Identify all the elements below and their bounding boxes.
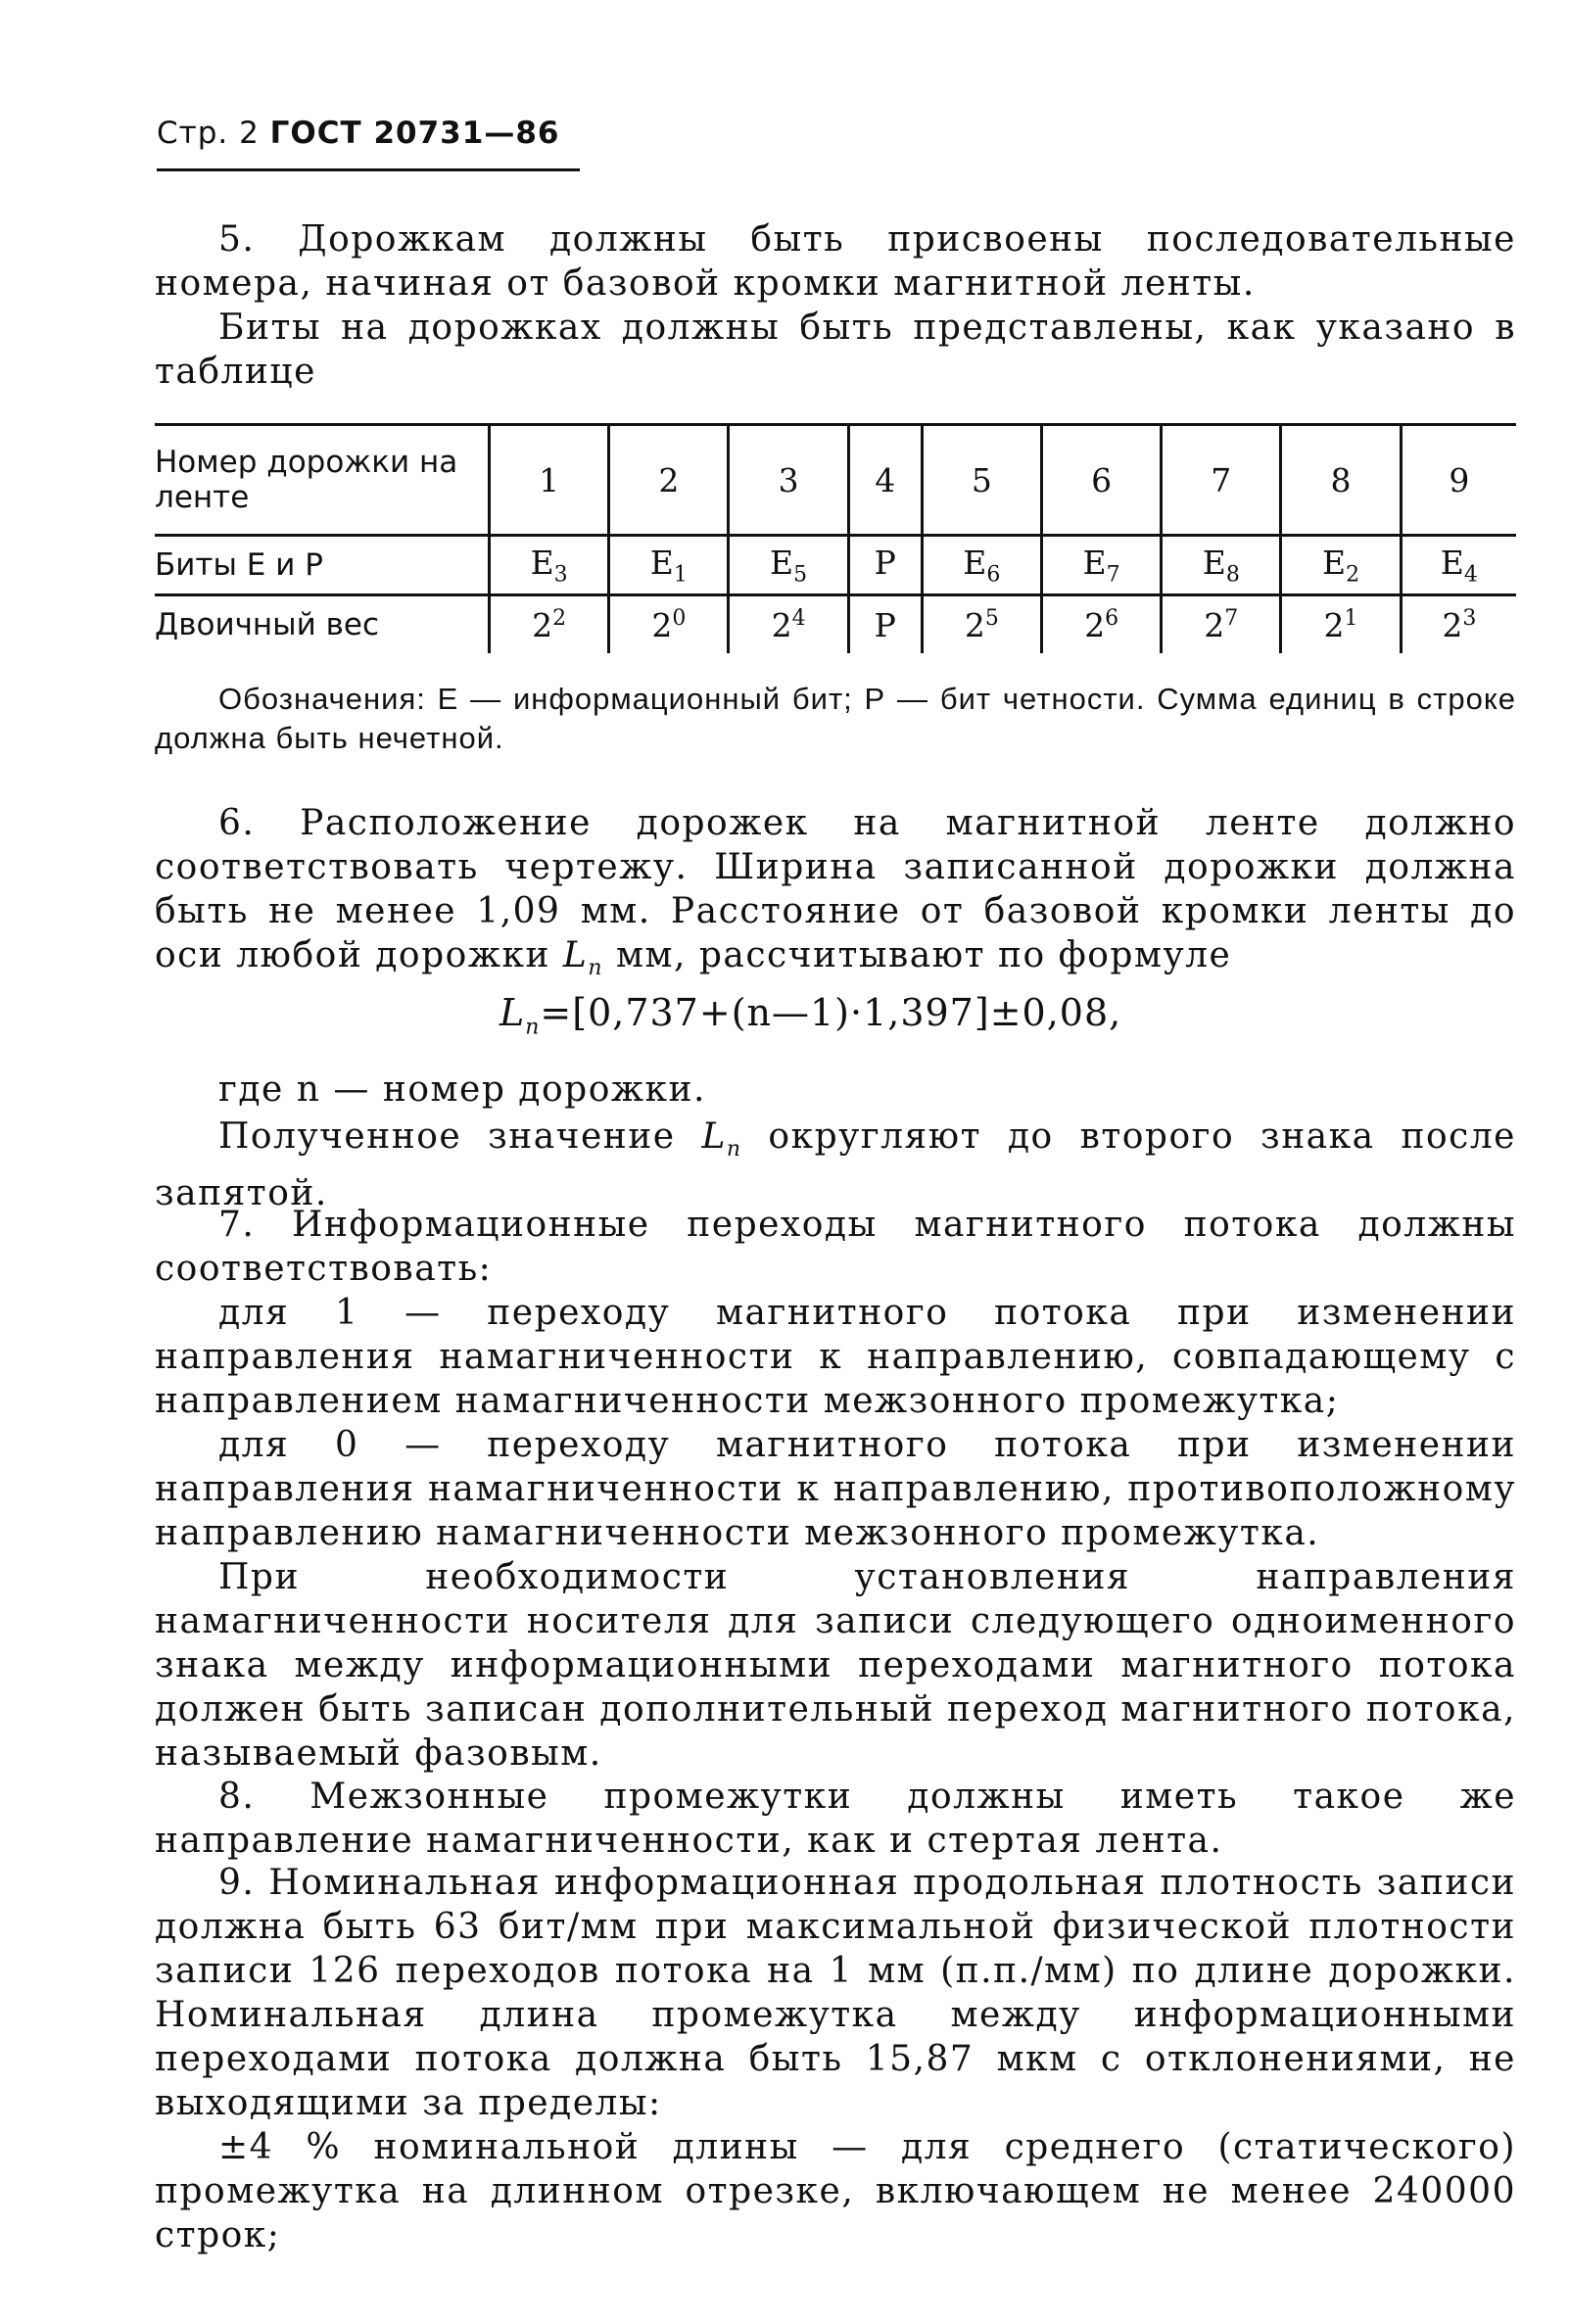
bit-cell: $E_4$ bbox=[1401, 536, 1516, 595]
weight-cell: P bbox=[848, 595, 922, 654]
header-rule bbox=[157, 168, 580, 171]
track-number-cell: 4 bbox=[848, 425, 922, 536]
bits-table bbox=[155, 423, 1516, 653]
formula-variable-definition: где n — номер дорожки. bbox=[218, 1069, 706, 1110]
track-position-formula: $L_n=[0,737+(n—1)\cdot 1,397]\pm 0,08$, bbox=[499, 991, 1122, 1040]
bit-cell: $E_1$ bbox=[609, 536, 729, 595]
track-number-cell: 8 bbox=[1281, 425, 1401, 536]
rounding-paragraph: Полученное значение $L_n$ округляют до второго знака после запятой. bbox=[155, 1116, 1516, 1214]
section-7-item-0: для 0 — переходу магнитного потока при изменении направления намагниченности к направлению, противоположному направлению намагниченности межзонного промежутка. bbox=[155, 1425, 1516, 1553]
weight-cell: $2^4$ bbox=[729, 595, 848, 654]
row-label-binary-weight: Двоичный вес bbox=[155, 607, 380, 642]
section-5-paragraph: 5. Дорожкам должны быть присвоены последовательные номера, начиная от базовой кромки магнитной ленты. bbox=[155, 219, 1516, 304]
track-number-cell: 2 bbox=[609, 425, 729, 536]
weight-cell: $2^5$ bbox=[922, 595, 1041, 654]
weight-cell: $2^2$ bbox=[490, 595, 609, 654]
page-label: Стр. 2 bbox=[157, 116, 260, 151]
track-number-cell: 3 bbox=[729, 425, 848, 536]
bit-cell: $E_8$ bbox=[1162, 536, 1281, 595]
page-header bbox=[157, 116, 559, 151]
bit-cell: $E_7$ bbox=[1041, 536, 1161, 595]
section-6-paragraph: 6. Расположение дорожек на магнитной ленте должно соответствовать чертежу. Ширина записанной дорожки должна быть не менее 1,09 мм. Расстояние от базовой кромки ленты до оси любой дорожки $L_n$ мм, рассчитывают по формуле bbox=[155, 803, 1516, 981]
standard-number: ГОСТ 20731—86 bbox=[269, 116, 560, 151]
track-number-cell: 1 bbox=[490, 425, 609, 536]
table-row bbox=[155, 425, 1516, 536]
bit-cell: P bbox=[848, 536, 922, 595]
row-label-bits: Биты Е и Р bbox=[155, 536, 490, 595]
weight-cell: $2^1$ bbox=[1281, 595, 1401, 654]
track-number-cell: 6 bbox=[1041, 425, 1161, 536]
section-5-table-intro: Биты на дорожках должны быть представлены, как указано в таблице bbox=[155, 308, 1516, 392]
track-number-cell: 9 bbox=[1401, 425, 1516, 536]
table-row bbox=[155, 536, 1516, 595]
weight-cell: $2^3$ bbox=[1401, 595, 1516, 654]
weight-cell: $2^7$ bbox=[1162, 595, 1281, 654]
bit-cell: $E_3$ bbox=[490, 536, 609, 595]
section-9-paragraph: 9. Номинальная информационная продольная плотность записи должна быть 63 бит/мм при максимальной физической плотности записи 126 переходов потока на 1 мм (п.п./мм) по длине дорожки. Номинальная длина промежутка между информационными переходами потока должна быть 15,87 мкм с отклонениями, не выходящими за пределы: bbox=[155, 1863, 1516, 2123]
track-number-cell: 5 bbox=[922, 425, 1041, 536]
section-9-item: ±4 % номинальной длины — для среднего (статического) промежутка на длинном отрезке, включающем не менее 240000 строк; bbox=[155, 2127, 1516, 2255]
table-row bbox=[155, 595, 1516, 654]
section-7-item-1: для 1 — переходу магнитного потока при изменении направления намагниченности к направлению, совпадающему с направлением намагниченности межзонного промежутка; bbox=[155, 1293, 1516, 1421]
bit-cell: $E_6$ bbox=[922, 536, 1041, 595]
section-8-paragraph: 8. Межзонные промежутки должны иметь такое же направление намагниченности, как и стертая лента. bbox=[155, 1777, 1516, 1861]
bit-cell: $E_5$ bbox=[729, 536, 848, 595]
track-number-cell: 7 bbox=[1162, 425, 1281, 536]
weight-cell: $2^0$ bbox=[609, 595, 729, 654]
section-7-paragraph: 7. Информационные переходы магнитного потока должны соответствовать: bbox=[155, 1205, 1516, 1289]
section-7-phase-paragraph: При необходимости установления направления намагниченности носителя для записи следующего одноименного знака между информационными переходами магнитного потока должен быть записан дополнительный переход магнитного потока, называемый фазовым. bbox=[155, 1557, 1516, 1774]
weight-cell: $2^6$ bbox=[1041, 595, 1161, 654]
bit-cell: $E_2$ bbox=[1281, 536, 1401, 595]
row-label-track-number: Номер дорожки на ленте bbox=[155, 425, 490, 536]
table-note: Обозначения: Е — информационный бит; Р — бит четности. Сумма единиц в строке должна быть нечетной. bbox=[155, 682, 1516, 755]
